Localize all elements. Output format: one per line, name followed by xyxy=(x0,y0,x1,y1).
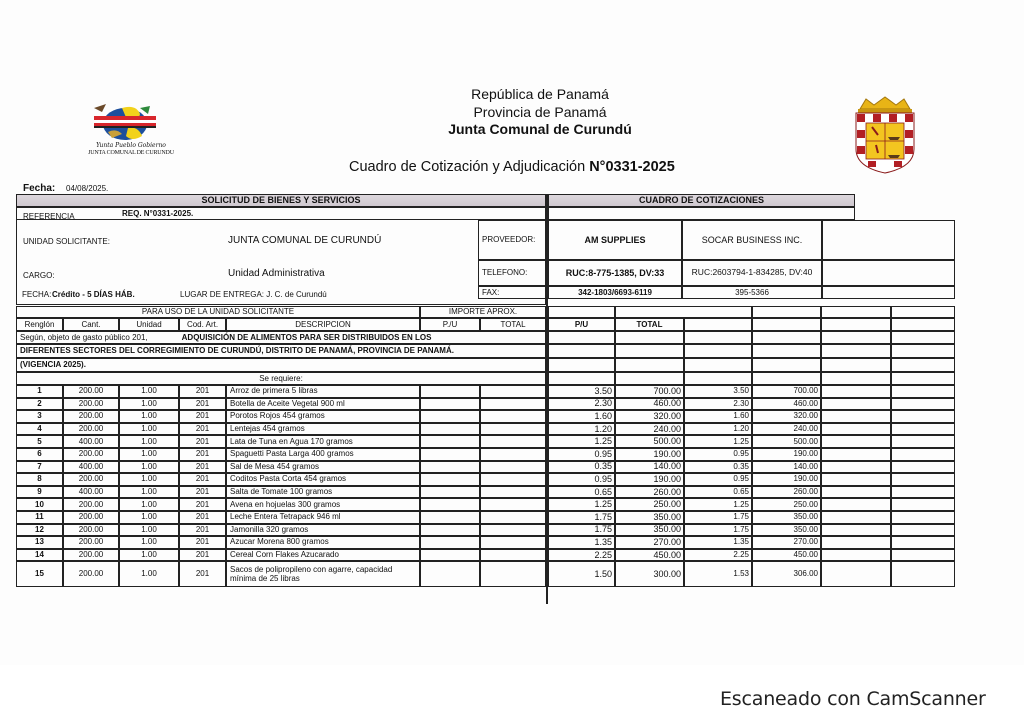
prov3-total-cell xyxy=(891,423,955,436)
prov2-pu-cell: 1.60 xyxy=(684,410,752,423)
prov3-total-cell xyxy=(891,524,955,537)
descripcion-cell: Spaguetti Pasta Larga 400 gramos xyxy=(226,448,420,461)
total-aprox-cell xyxy=(480,448,546,461)
prov3-pu-cell xyxy=(821,561,891,587)
prov2-pu-cell: 1.25 xyxy=(684,435,752,448)
divider xyxy=(16,219,546,220)
header-republica: República de Panamá xyxy=(471,86,609,102)
grid-cell xyxy=(752,358,821,372)
pu-aprox-cell xyxy=(420,473,480,486)
pu-aprox-cell xyxy=(420,486,480,499)
grid-cell xyxy=(548,344,615,358)
prov2-total-cell: 140.00 xyxy=(752,461,821,474)
prov2-pu-cell: 0.95 xyxy=(684,448,752,461)
total-aprox-cell xyxy=(480,549,546,562)
proveedor-1-name: AM SUPPLIES xyxy=(548,220,682,260)
unidad-label: UNIDAD SOLICITANTE: xyxy=(23,237,110,246)
total-aprox-cell xyxy=(480,423,546,436)
telefono-label: TELEFONO: xyxy=(478,260,546,286)
grid-cell xyxy=(615,372,684,385)
prov2-total-cell: 240.00 xyxy=(752,423,821,436)
grid-cell xyxy=(752,331,821,344)
grid-cell xyxy=(615,344,684,358)
total-aprox-cell xyxy=(480,511,546,524)
prov3-pu-cell xyxy=(821,423,891,436)
pu-aprox-cell xyxy=(420,498,480,511)
prov1-total-cell: 300.00 xyxy=(615,561,684,587)
prov3-pu-cell xyxy=(821,498,891,511)
cod-art-cell: 201 xyxy=(179,486,226,499)
prov2-pu-cell: 1.75 xyxy=(684,524,752,537)
prov1-total-cell: 250.00 xyxy=(615,498,684,511)
unidad-cell: 1.00 xyxy=(119,498,179,511)
prov1-total-cell: 270.00 xyxy=(615,536,684,549)
prov1-pu-cell: 3.50 xyxy=(548,385,615,398)
cant-cell: 200.00 xyxy=(63,385,119,398)
prov3-pu-cell xyxy=(821,473,891,486)
logo-tagline: Yunta Pueblo Gobierno xyxy=(96,142,166,149)
cod-art-cell: 201 xyxy=(179,385,226,398)
pu-aprox-cell xyxy=(420,398,480,411)
panama-coat-of-arms-icon xyxy=(848,95,922,175)
camscanner-watermark: Escaneado con CamScanner xyxy=(720,688,986,710)
cotizaciones-spacer xyxy=(548,207,855,220)
proveedor-1-ruc: RUC:8-775-1385, DV:33 xyxy=(548,260,682,286)
grid-cell xyxy=(548,358,615,372)
unidad-cell: 1.00 xyxy=(119,461,179,474)
title-prefix: Cuadro de Cotización y Adjudicación xyxy=(349,159,590,175)
prov1-total-cell: 240.00 xyxy=(615,423,684,436)
vigencia-row: (VIGENCIA 2025). xyxy=(16,358,546,372)
grid-cell xyxy=(548,331,615,344)
prov2-pu-cell: 0.35 xyxy=(684,461,752,474)
unidad-cell: 1.00 xyxy=(119,423,179,436)
renglon-cell: 15 xyxy=(16,561,63,587)
prov2-total-cell: 190.00 xyxy=(752,448,821,461)
grid-cell xyxy=(891,306,955,318)
prov3-total-cell xyxy=(891,385,955,398)
unidad-cell: 1.00 xyxy=(119,536,179,549)
pu-aprox-cell xyxy=(420,561,480,587)
prov2-pu-cell: 0.65 xyxy=(684,486,752,499)
renglon-cell: 12 xyxy=(16,524,63,537)
renglon-cell: 1 xyxy=(16,385,63,398)
cant-cell: 200.00 xyxy=(63,473,119,486)
prov1-pu-cell: 1.25 xyxy=(548,435,615,448)
prov3-pu-cell xyxy=(821,435,891,448)
cod-art-cell: 201 xyxy=(179,461,226,474)
prov1-total-cell: 260.00 xyxy=(615,486,684,499)
referencia-value: REQ. N°0331-2025. xyxy=(122,209,194,218)
prov2-total-cell: 450.00 xyxy=(752,549,821,562)
cant-cell: 200.00 xyxy=(63,561,119,587)
prov1-pu-cell: 1.35 xyxy=(548,536,615,549)
prov1-total-cell: 500.00 xyxy=(615,435,684,448)
descripcion-cell: Jamonilla 320 gramos xyxy=(226,524,420,537)
prov2-total-cell: 350.00 xyxy=(752,524,821,537)
objeto-gasto-row xyxy=(16,331,546,344)
renglon-cell: 11 xyxy=(16,511,63,524)
unidad-cell: 1.00 xyxy=(119,410,179,423)
sectores-row: DIFERENTES SECTORES DEL CORREGIMIENTO DE CURUNDÚ, DISTRITO DE PANAMÁ, PROVINCIA DE PANAMÁ. xyxy=(16,344,546,358)
prov3-pu-cell xyxy=(821,398,891,411)
unidad-cell: 1.00 xyxy=(119,473,179,486)
prov2-pu-cell: 2.25 xyxy=(684,549,752,562)
logo-org-name: JUNTA COMUNAL DE CURUNDU xyxy=(88,150,174,156)
grid-cell xyxy=(684,372,752,385)
prov1-total-cell: 140.00 xyxy=(615,461,684,474)
section-divider xyxy=(546,194,548,604)
grid-cell xyxy=(752,372,821,385)
renglon-cell: 2 xyxy=(16,398,63,411)
cod-art-cell: 201 xyxy=(179,524,226,537)
renglon-cell: 9 xyxy=(16,486,63,499)
prov2-pu-cell: 3.50 xyxy=(684,385,752,398)
prov3-total-cell xyxy=(891,486,955,499)
prov1-total-cell: 460.00 xyxy=(615,398,684,411)
total-aprox-cell xyxy=(480,461,546,474)
cant-cell: 400.00 xyxy=(63,435,119,448)
prov2-total-header xyxy=(752,318,821,331)
importe-aprox-header: IMPORTE APROX. xyxy=(420,306,546,318)
lugar-entrega: LUGAR DE ENTREGA: J. C. de Curundú xyxy=(180,290,327,299)
renglon-cell: 5 xyxy=(16,435,63,448)
cant-cell: 200.00 xyxy=(63,549,119,562)
prov3-pu-cell xyxy=(821,511,891,524)
prov3-pu-cell xyxy=(821,536,891,549)
grid-cell xyxy=(821,372,891,385)
descripcion-cell: Lentejas 454 gramos xyxy=(226,423,420,436)
prov3-pu-cell xyxy=(821,410,891,423)
cant-cell: 200.00 xyxy=(63,448,119,461)
prov2-pu-cell: 2.30 xyxy=(684,398,752,411)
unidad-cell: 1.00 xyxy=(119,435,179,448)
cargo-value: Unidad Administrativa xyxy=(228,268,325,279)
grid-cell xyxy=(821,331,891,344)
pu-aprox-cell xyxy=(420,536,480,549)
prov1-total-cell: 700.00 xyxy=(615,385,684,398)
proveedor-3-fax xyxy=(822,286,955,299)
prov2-pu-cell: 1.35 xyxy=(684,536,752,549)
grid-cell xyxy=(891,344,955,358)
total-aprox-cell xyxy=(480,473,546,486)
prov1-total-cell: 320.00 xyxy=(615,410,684,423)
descripcion-cell: Cereal Corn Flakes Azucarado xyxy=(226,549,420,562)
grid-cell xyxy=(684,344,752,358)
prov3-pu-cell xyxy=(821,448,891,461)
junta-comunal-logo xyxy=(86,102,176,164)
cod-art-cell: 201 xyxy=(179,549,226,562)
prov1-pu-cell: 1.75 xyxy=(548,511,615,524)
cod-art-cell: 201 xyxy=(179,498,226,511)
prov1-total-cell: 350.00 xyxy=(615,524,684,537)
prov2-total-cell: 320.00 xyxy=(752,410,821,423)
cant-cell: 200.00 xyxy=(63,511,119,524)
renglon-cell: 8 xyxy=(16,473,63,486)
renglon-cell: 3 xyxy=(16,410,63,423)
prov3-pu-cell xyxy=(821,461,891,474)
grid-cell xyxy=(821,358,891,372)
cod-art-cell: 201 xyxy=(179,435,226,448)
prov3-pu-cell xyxy=(821,385,891,398)
cod-art-cell: 201 xyxy=(179,536,226,549)
prov3-pu-cell xyxy=(821,524,891,537)
prov1-total-cell: 450.00 xyxy=(615,549,684,562)
pu-aprox-cell xyxy=(420,423,480,436)
grid-cell xyxy=(684,331,752,344)
cant-cell: 400.00 xyxy=(63,486,119,499)
objeto-gasto-text: Según, objeto de gasto público 201, xyxy=(20,332,148,342)
renglon-cell: 7 xyxy=(16,461,63,474)
prov1-pu-cell: 0.65 xyxy=(548,486,615,499)
prov1-pu-cell: 1.60 xyxy=(548,410,615,423)
pu-aprox-cell xyxy=(420,461,480,474)
col-unidad: Unidad xyxy=(119,318,179,331)
section-uso-unidad: PARA USO DE LA UNIDAD SOLICITANTE xyxy=(16,306,420,318)
total-aprox-cell xyxy=(480,498,546,511)
unidad-cell: 1.00 xyxy=(119,385,179,398)
prov2-total-cell: 260.00 xyxy=(752,486,821,499)
prov3-total-cell xyxy=(891,435,955,448)
fecha-row-value: Crédito - 5 DÍAS HÁB. xyxy=(52,290,135,299)
grid-cell xyxy=(615,358,684,372)
grid-cell xyxy=(891,358,955,372)
unidad-cell: 1.00 xyxy=(119,549,179,562)
fecha-label: Fecha: xyxy=(23,183,56,194)
se-requiere-row: Se requiere: xyxy=(16,372,546,385)
prov1-pu-cell: 0.95 xyxy=(548,448,615,461)
cod-art-cell: 201 xyxy=(179,410,226,423)
cant-cell: 200.00 xyxy=(63,410,119,423)
unidad-cell: 1.00 xyxy=(119,561,179,587)
prov3-total-cell xyxy=(891,448,955,461)
prov2-pu-cell: 1.20 xyxy=(684,423,752,436)
descripcion-cell: Azucar Morena 800 gramos xyxy=(226,536,420,549)
unidad-cell: 1.00 xyxy=(119,398,179,411)
prov3-pu-cell xyxy=(821,549,891,562)
cod-art-cell: 201 xyxy=(179,423,226,436)
total-aprox-cell xyxy=(480,561,546,587)
prov2-total-cell: 460.00 xyxy=(752,398,821,411)
grid-cell xyxy=(548,306,615,318)
proveedor-1-fax: 342-1803/6693-6119 xyxy=(548,286,682,299)
fax-label: FAX: xyxy=(478,286,546,299)
descripcion-cell: Coditos Pasta Corta 454 gramos xyxy=(226,473,420,486)
prov3-total-header xyxy=(891,318,955,331)
descripcion-cell: Porotos Rojos 454 gramos xyxy=(226,410,420,423)
descripcion-cell: Lata de Tuna en Agua 170 gramos xyxy=(226,435,420,448)
cant-cell: 200.00 xyxy=(63,524,119,537)
renglon-cell: 10 xyxy=(16,498,63,511)
descripcion-cell: Salta de Tomate 100 gramos xyxy=(226,486,420,499)
cant-cell: 200.00 xyxy=(63,398,119,411)
cod-art-cell: 201 xyxy=(179,473,226,486)
col-renglon: Renglón xyxy=(16,318,63,331)
grid-cell xyxy=(891,331,955,344)
grid-cell xyxy=(548,372,615,385)
prov1-total-cell: 190.00 xyxy=(615,448,684,461)
cod-art-cell: 201 xyxy=(179,561,226,587)
unidad-cell: 1.00 xyxy=(119,448,179,461)
header-junta: Junta Comunal de Curundú xyxy=(448,121,632,137)
col-cod-art: Cod. Art. xyxy=(179,318,226,331)
prov3-total-cell xyxy=(891,461,955,474)
total-aprox-cell xyxy=(480,435,546,448)
prov1-pu-header: P/U xyxy=(548,318,615,331)
cod-art-cell: 201 xyxy=(179,398,226,411)
prov3-pu-cell xyxy=(821,486,891,499)
document-title xyxy=(349,159,675,175)
proveedor-2-name: SOCAR BUSINESS INC. xyxy=(682,220,822,260)
cargo-label: CARGO: xyxy=(23,271,55,280)
descripcion-cell: Leche Entera Tetrapack 946 ml xyxy=(226,511,420,524)
renglon-cell: 13 xyxy=(16,536,63,549)
renglon-cell: 14 xyxy=(16,549,63,562)
prov2-total-cell: 500.00 xyxy=(752,435,821,448)
prov2-total-cell: 700.00 xyxy=(752,385,821,398)
col-total: TOTAL xyxy=(480,318,546,331)
grid-cell xyxy=(891,372,955,385)
prov2-pu-header xyxy=(684,318,752,331)
prov2-total-cell: 270.00 xyxy=(752,536,821,549)
grid-cell xyxy=(684,358,752,372)
adquisicion-text: ADQUISICIÓN DE ALIMENTOS PARA SER DISTRIBUIDOS EN LOS xyxy=(181,332,432,342)
pu-aprox-cell xyxy=(420,511,480,524)
proveedor-label: PROVEEDOR: xyxy=(478,220,546,260)
prov1-total-header: TOTAL xyxy=(615,318,684,331)
prov2-pu-cell: 0.95 xyxy=(684,473,752,486)
cod-art-cell: 201 xyxy=(179,511,226,524)
pu-aprox-cell xyxy=(420,448,480,461)
proveedor-2-ruc: RUC:2603794-1-834285, DV:40 xyxy=(682,260,822,286)
prov2-pu-cell: 1.25 xyxy=(684,498,752,511)
cant-cell: 200.00 xyxy=(63,536,119,549)
renglon-cell: 4 xyxy=(16,423,63,436)
fecha-value: 04/08/2025. xyxy=(66,184,109,193)
col-pu: P./U xyxy=(420,318,480,331)
prov3-total-cell xyxy=(891,473,955,486)
prov3-total-cell xyxy=(891,498,955,511)
cant-cell: 400.00 xyxy=(63,461,119,474)
prov1-pu-cell: 1.75 xyxy=(548,524,615,537)
prov3-total-cell xyxy=(891,398,955,411)
total-aprox-cell xyxy=(480,486,546,499)
descripcion-cell: Sacos de polipropileno con agarre, capacidad mínima de 25 libras xyxy=(226,561,420,587)
curundu-emblem-icon xyxy=(92,102,158,142)
total-aprox-cell xyxy=(480,385,546,398)
prov2-total-cell: 306.00 xyxy=(752,561,821,587)
pu-aprox-cell xyxy=(420,410,480,423)
prov1-total-cell: 350.00 xyxy=(615,511,684,524)
proveedor-2-fax: 395-5366 xyxy=(682,286,822,299)
title-number: N°0331-2025 xyxy=(589,159,675,175)
prov3-total-cell xyxy=(891,511,955,524)
grid-cell xyxy=(615,331,684,344)
prov1-total-cell: 190.00 xyxy=(615,473,684,486)
prov1-pu-cell: 1.25 xyxy=(548,498,615,511)
renglon-cell: 6 xyxy=(16,448,63,461)
col-cant: Cant. xyxy=(63,318,119,331)
total-aprox-cell xyxy=(480,524,546,537)
pu-aprox-cell xyxy=(420,549,480,562)
prov3-total-cell xyxy=(891,549,955,562)
cod-art-cell: 201 xyxy=(179,448,226,461)
solicitud-title: SOLICITUD DE BIENES Y SERVICIOS xyxy=(16,194,546,207)
proveedor-3-ruc xyxy=(822,260,955,286)
cant-cell: 200.00 xyxy=(63,498,119,511)
descripcion-cell: Botella de Aceite Vegetal 900 ml xyxy=(226,398,420,411)
grid-cell xyxy=(821,344,891,358)
pu-aprox-cell xyxy=(420,435,480,448)
grid-cell xyxy=(615,306,752,318)
grid-cell xyxy=(821,306,891,318)
prov1-pu-cell: 2.25 xyxy=(548,549,615,562)
grid-cell xyxy=(752,344,821,358)
prov1-pu-cell: 0.35 xyxy=(548,461,615,474)
total-aprox-cell xyxy=(480,536,546,549)
proveedor-3-name xyxy=(822,220,955,260)
prov1-pu-cell: 0.95 xyxy=(548,473,615,486)
prov2-pu-cell: 1.75 xyxy=(684,511,752,524)
referencia-label: REFERENCIA xyxy=(23,212,75,221)
prov2-total-cell: 190.00 xyxy=(752,473,821,486)
prov3-total-cell xyxy=(891,561,955,587)
prov1-pu-cell: 2.30 xyxy=(548,398,615,411)
header-provincia: Provincia de Panamá xyxy=(473,104,607,120)
unidad-cell: 1.00 xyxy=(119,524,179,537)
cant-cell: 200.00 xyxy=(63,423,119,436)
descripcion-cell: Avena en hojuelas 300 gramos xyxy=(226,498,420,511)
fecha-row-label: FECHA: xyxy=(22,290,52,299)
prov3-total-cell xyxy=(891,536,955,549)
pu-aprox-cell xyxy=(420,385,480,398)
prov3-pu-header xyxy=(821,318,891,331)
cotizaciones-title: CUADRO DE COTIZACIONES xyxy=(548,194,855,207)
total-aprox-cell xyxy=(480,398,546,411)
descripcion-cell: Arroz de primera 5 libras xyxy=(226,385,420,398)
prov3-total-cell xyxy=(891,410,955,423)
prov1-pu-cell: 1.50 xyxy=(548,561,615,587)
unidad-cell: 1.00 xyxy=(119,511,179,524)
descripcion-cell: Sal de Mesa 454 gramos xyxy=(226,461,420,474)
total-aprox-cell xyxy=(480,410,546,423)
prov2-pu-cell: 1.53 xyxy=(684,561,752,587)
unidad-cell: 1.00 xyxy=(119,486,179,499)
grid-cell xyxy=(752,306,821,318)
unidad-value: JUNTA COMUNAL DE CURUNDÚ xyxy=(228,235,382,246)
col-descripcion: DESCRIPCION xyxy=(226,318,420,331)
prov2-total-cell: 350.00 xyxy=(752,511,821,524)
prov1-pu-cell: 1.20 xyxy=(548,423,615,436)
prov2-total-cell: 250.00 xyxy=(752,498,821,511)
pu-aprox-cell xyxy=(420,524,480,537)
